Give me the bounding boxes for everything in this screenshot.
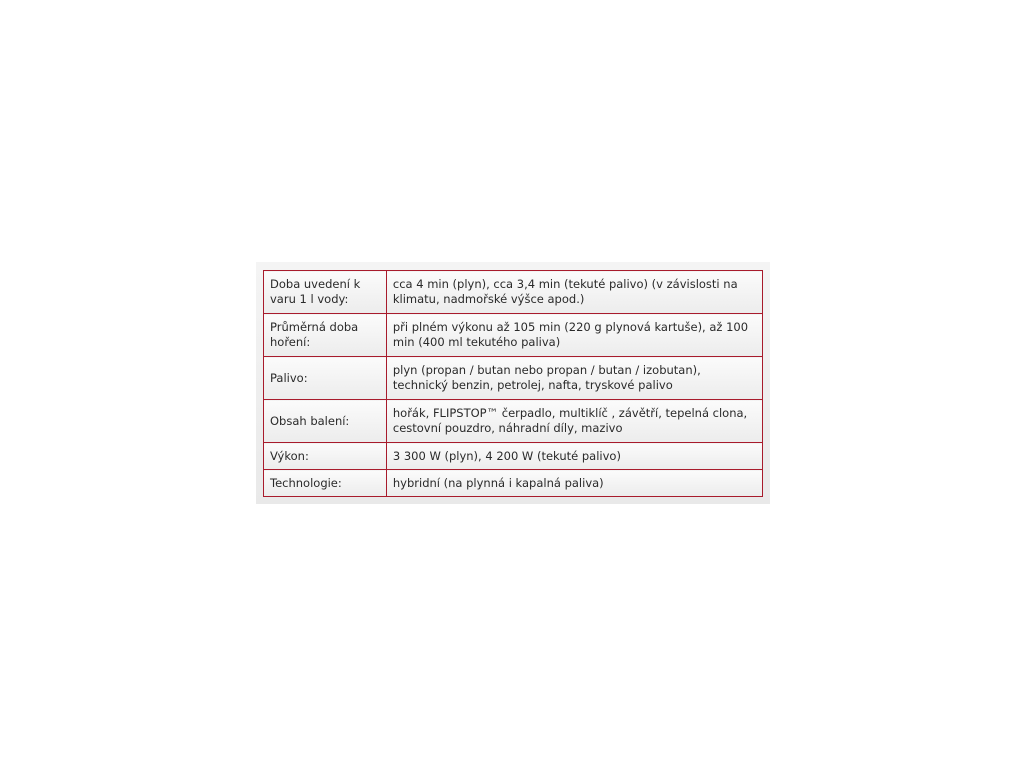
table-row-fuel — [264, 357, 763, 400]
table-row-package-contents — [264, 400, 763, 443]
spec-value: 3 300 W (plyn), 4 200 W (tekuté palivo) — [386, 443, 762, 470]
spec-table-panel — [256, 262, 770, 504]
table-row-technology — [264, 470, 763, 497]
spec-label: Výkon: — [264, 443, 387, 470]
spec-value: hybridní (na plynná i kapalná paliva) — [386, 470, 762, 497]
spec-value: plyn (propan / butan nebo propan / butan / izobutan), technický benzin, petrolej, nafta, tryskové palivo — [386, 357, 762, 400]
table-row-burn-time — [264, 314, 763, 357]
spec-value: hořák, FLIPSTOP™ čerpadlo, multiklíč , závětří, tepelná clona, cestovní pouzdro, náhradní díly, mazivo — [386, 400, 762, 443]
table-row-boil-time — [264, 271, 763, 314]
spec-label: Průměrná doba hoření: — [264, 314, 387, 357]
spec-table — [263, 270, 763, 497]
spec-label: Palivo: — [264, 357, 387, 400]
spec-label: Doba uvedení k varu 1 l vody: — [264, 271, 387, 314]
table-row-power — [264, 443, 763, 470]
spec-label: Technologie: — [264, 470, 387, 497]
spec-value: při plném výkonu až 105 min (220 g plynová kartuše), až 100 min (400 ml tekutého paliva) — [386, 314, 762, 357]
spec-label: Obsah balení: — [264, 400, 387, 443]
spec-value: cca 4 min (plyn), cca 3,4 min (tekuté palivo) (v závislosti na klimatu, nadmořské výšce apod.) — [386, 271, 762, 314]
